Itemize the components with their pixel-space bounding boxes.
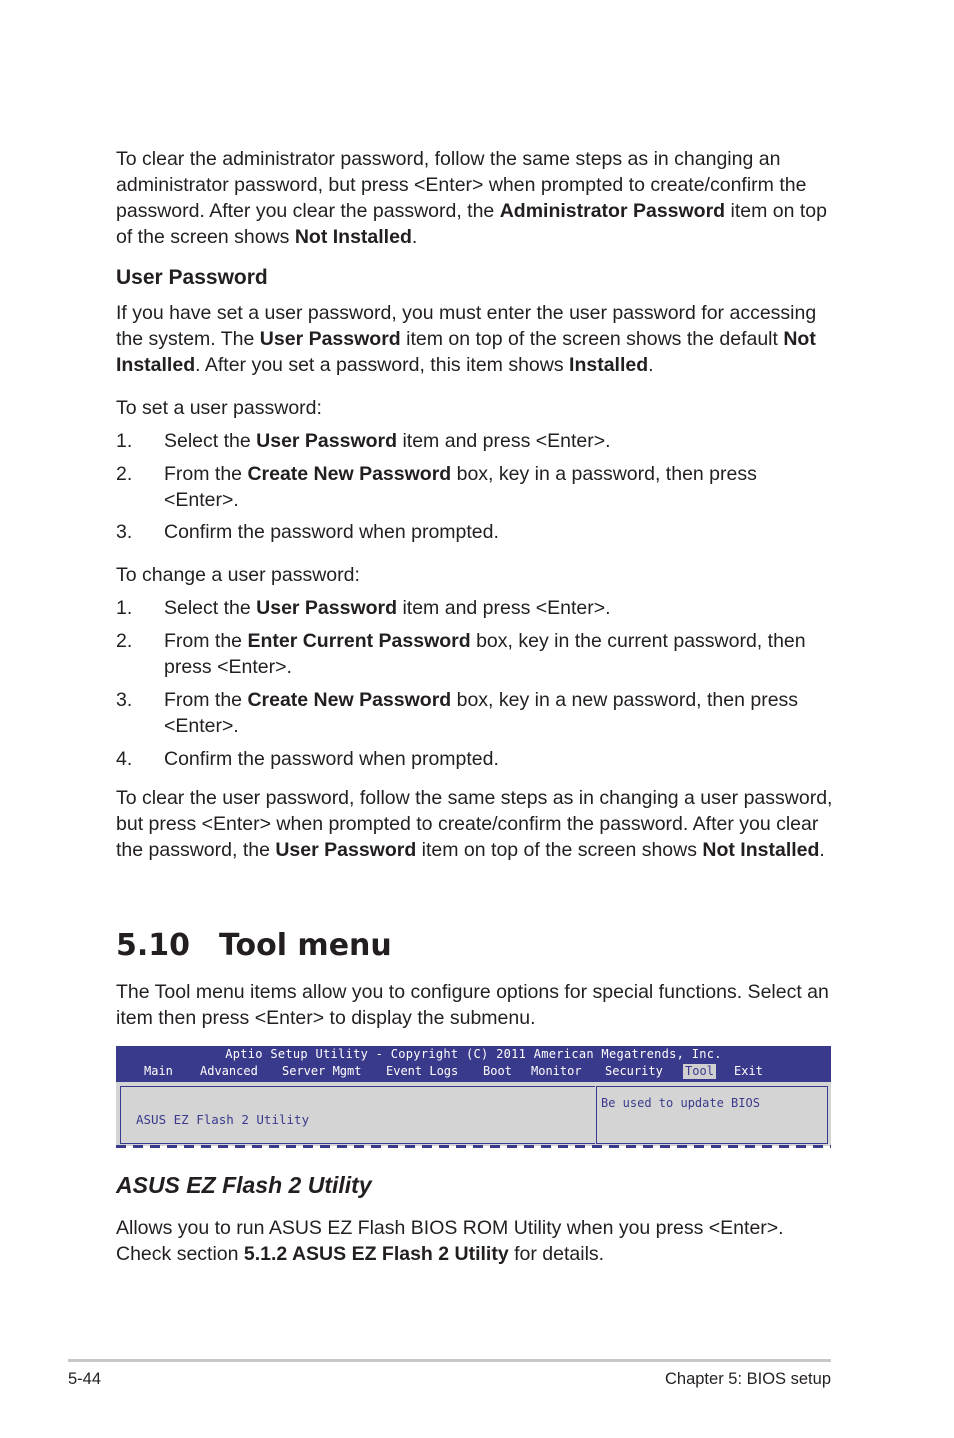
bios-help-text: Be used to update BIOS [601,1096,760,1110]
section-number: 5.10 [116,928,191,963]
bios-tab-monitor[interactable]: Monitor [531,1064,582,1078]
clear-password-paragraph: To clear the user password, follow the same steps as in changing a user password, but press <Enter> when prompted to create/confirm the password. After you clear the password, the User Password item on top of the screen shows Not Installed. [116,787,833,861]
chapter-label: Chapter 5: BIOS setup [664,1370,831,1388]
ez-flash-paragraph: Allows you to run ASUS EZ Flash BIOS ROM Utility when you press <Enter>. Check section 5.1.2 ASUS EZ Flash 2 Utility for details. [116,1217,784,1265]
tool-menu-heading [116,928,392,963]
bios-tab-exit[interactable]: Exit [734,1064,763,1078]
page-number: 5-44 [68,1370,102,1388]
bios-tab-event-logs[interactable]: Event Logs [386,1064,459,1078]
bios-bottom-dashes [116,1145,831,1148]
bios-item-ez-flash[interactable]: ASUS EZ Flash 2 Utility [136,1112,310,1127]
intro-paragraph: To clear the administrator password, follow the same steps as in changing an administrator password, but press <Enter> when prompted to create/confirm the password. After you clear the password, the Administrator Password item on top of the screen shows Not Installed. [116,148,827,248]
change-password-intro: To change a user password: [116,564,360,586]
user-password-paragraph: If you have set a user password, you must enter the user password for accessing the system. The User Password item on top of the screen shows the default Not Installed. After you set a password, this item shows Installed. [116,302,817,376]
bios-tab-main[interactable]: Main [144,1064,173,1078]
footer-rule [68,1359,831,1362]
bios-tab-security[interactable]: Security [605,1064,663,1078]
set-password-intro: To set a user password: [116,397,322,419]
tool-menu-description: The Tool menu items allow you to configure options for special functions. Select an item then press <Enter> to display the submenu. [116,981,829,1029]
bios-tab-advanced[interactable]: Advanced [200,1064,258,1078]
bios-tab-tool[interactable]: Tool [685,1064,714,1078]
bios-screenshot [116,1046,831,1146]
bios-help-pane [596,1086,828,1144]
bios-tab-server-mgmt[interactable]: Server Mgmt [282,1064,362,1078]
ez-flash-heading: ASUS EZ Flash 2 Utility [116,1172,372,1198]
bios-title: Aptio Setup Utility - Copyright (C) 2011 American Megatrends, Inc. [225,1047,722,1061]
bios-tab-boot[interactable]: Boot [483,1064,512,1078]
section-title: Tool menu [219,928,392,963]
user-password-heading: User Password [116,266,268,289]
bios-title-bar [116,1046,831,1082]
